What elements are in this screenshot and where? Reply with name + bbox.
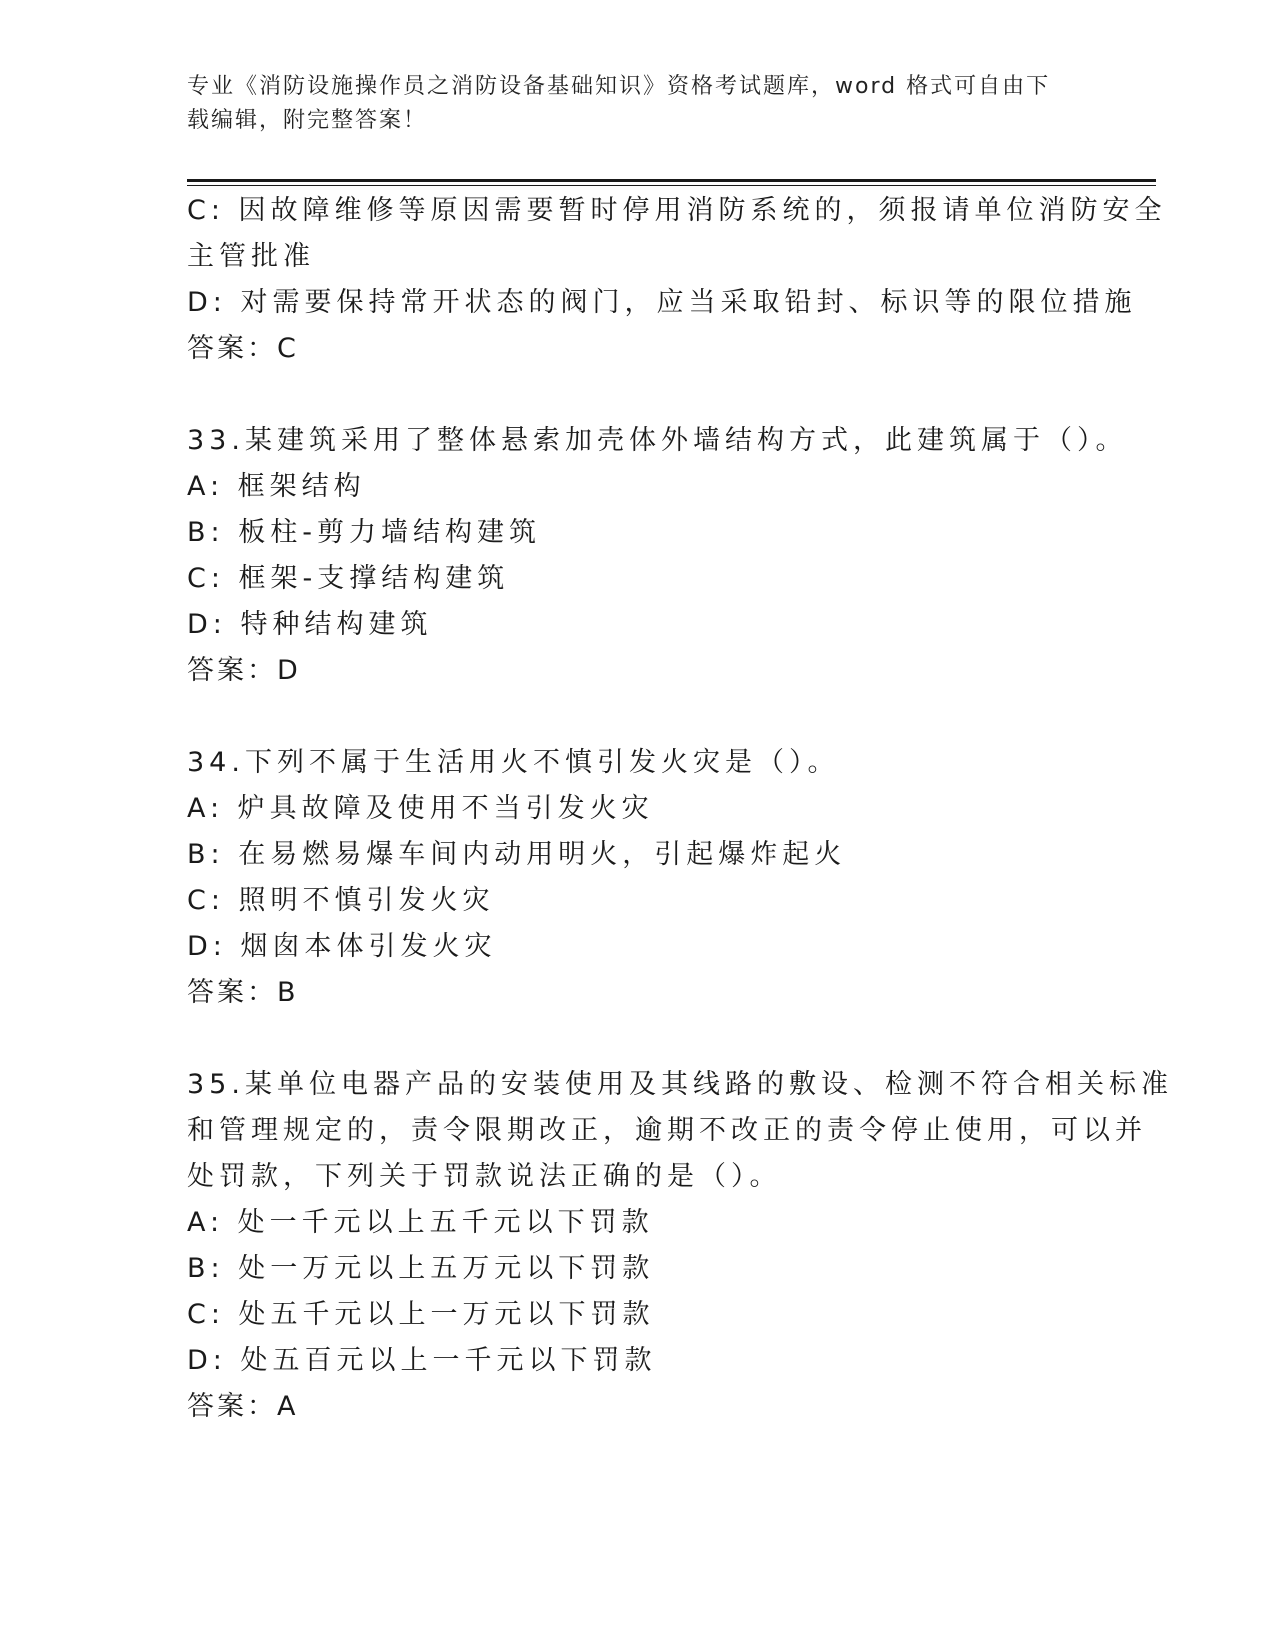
- question-stem-line-1: 35.某单位电器产品的安装使用及其线路的敷设、检测不符合相关标准: [187, 1069, 1173, 1100]
- header-line-1: 专业《消防设施操作员之消防设备基础知识》资格考试题库，word 格式可自由下: [187, 74, 1051, 99]
- option-d: D: 对需要保持常开状态的阀门，应当采取铅封、标识等的限位措施: [187, 287, 1137, 318]
- option-d: D: 烟囱本体引发火灾: [187, 931, 497, 962]
- header-divider-thick: [187, 179, 1156, 182]
- option-c: C: 照明不慎引发火灾: [187, 885, 495, 916]
- option-a: A: 框架结构: [187, 471, 366, 502]
- answer-line: 答案：A: [187, 1391, 299, 1422]
- question-35: [187, 1062, 1173, 1430]
- question-stem: 34.下列不属于生活用火不慎引发火灾是（）。: [187, 747, 840, 778]
- option-d: D: 特种结构建筑: [187, 609, 433, 640]
- document-header: [187, 70, 1087, 138]
- answer-line: 答案：C: [187, 333, 299, 364]
- option-b: B: 处一万元以上五万元以下罚款: [187, 1253, 655, 1284]
- option-c-line-2: 主管批准: [187, 241, 315, 272]
- option-b: B: 在易燃易爆车间内动用明火，引起爆炸起火: [187, 839, 847, 870]
- question-stem: 33.某建筑采用了整体悬索加壳体外墙结构方式，此建筑属于（）。: [187, 425, 1128, 456]
- question-34: [187, 740, 1087, 1016]
- option-a: A: 炉具故障及使用不当引发火灾: [187, 793, 654, 824]
- option-d: D: 处五百元以上一千元以下罚款: [187, 1345, 657, 1376]
- answer-line: 答案：B: [187, 977, 299, 1008]
- option-b: B: 板柱-剪力墙结构建筑: [187, 517, 541, 548]
- question-stem-line-2: 和管理规定的，责令限期改正，逾期不改正的责令停止使用，可以并: [187, 1115, 1147, 1146]
- option-c: C: 处五千元以上一万元以下罚款: [187, 1299, 655, 1330]
- option-a: A: 处一千元以上五千元以下罚款: [187, 1207, 654, 1238]
- header-divider-thin: [187, 185, 1156, 186]
- question-32-continuation: [187, 188, 1167, 372]
- question-33: [187, 418, 1128, 694]
- question-content: [187, 188, 1173, 1430]
- answer-line: 答案：D: [187, 655, 301, 686]
- option-c-line-1: C: 因故障维修等原因需要暂时停用消防系统的，须报请单位消防安全: [187, 195, 1167, 226]
- header-line-2: 载编辑，附完整答案！: [187, 108, 428, 133]
- option-c: C: 框架-支撑结构建筑: [187, 563, 510, 594]
- question-stem-line-3: 处罚款，下列关于罚款说法正确的是（）。: [187, 1161, 782, 1192]
